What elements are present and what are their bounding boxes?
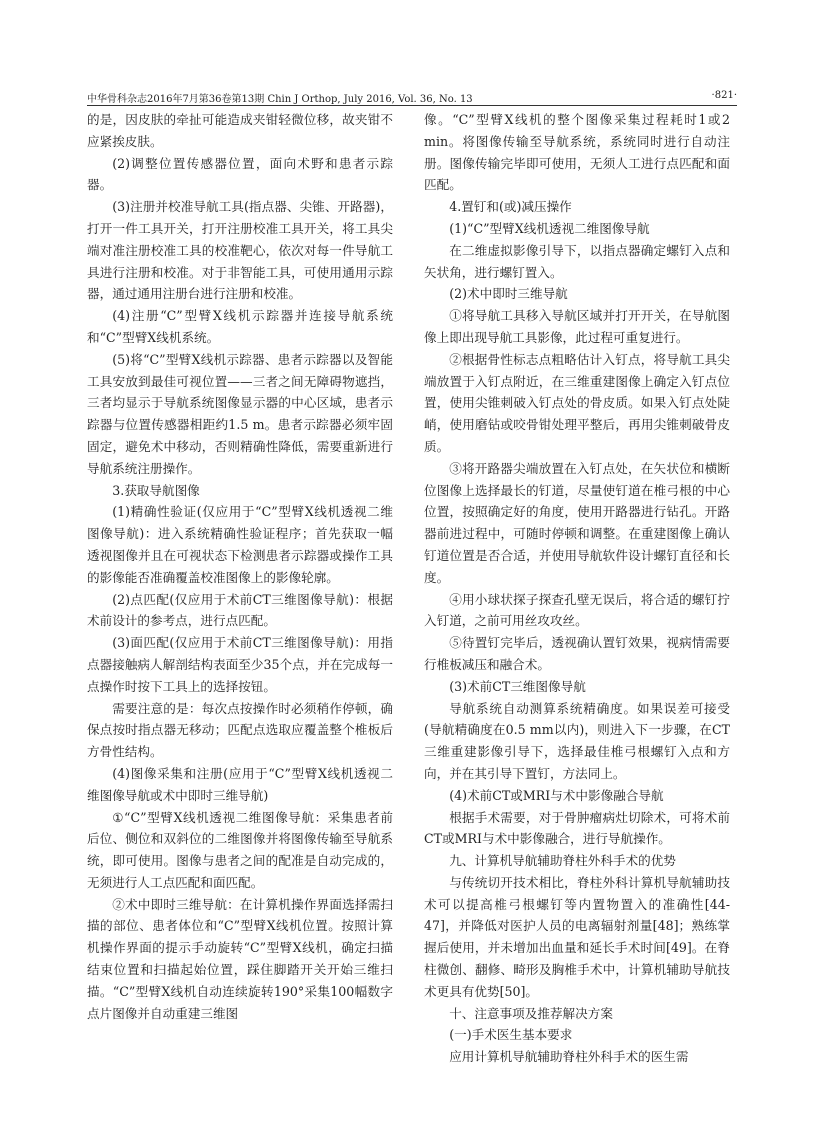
paragraph: 的是，因皮肤的牵扯可能造成夹钳轻微位移，故夹钳不应紧挨皮肤。 — [87, 112, 393, 149]
paragraph: (1)精确性验证(仅应用于“C”型臂X线机透视二维图像导航)：进入系统精确性验证程序；首先获取一幅透视图像并且在可视状态下检测患者示踪器或操作工具的影像能否准确覆盖校准图像上的影像轮廓。 — [87, 504, 393, 585]
paragraph: 像。“C”型臂X线机的整个图像采集过程耗时1或2 min。将图像传输至导航系统，系统同时进行自动注册。图像传输完毕即可使用，无须人工进行点匹配和面匹配。 — [424, 112, 730, 193]
paragraph: 与传统切开技术相比，脊柱外科计算机导航辅助技术可以提高椎弓根螺钉等内置物置入的准确性[44-47]，并降低对医护人员的电离辐射剂量[48]；熟练掌握后使用，并未增加出血量和延长手术时间[49]。在脊柱微创、翻修、畸形及胸椎手术中，计算机辅助导航技术更具有优势[50]。 — [424, 874, 730, 999]
paragraph: ①“C”型臂X线机透视二维图像导航：采集患者前后位、侧位和双斜位的二维图像并将图像传输至导航系统，即可使用。图像与患者之间的配准是自动完成的，无须进行人工点匹配和面匹配。 — [87, 809, 393, 890]
paragraph: ①将导航工具移入导航区域并打开开关，在导航图像上即出现导航工具影像，此过程可重复进行。 — [424, 308, 730, 345]
paragraph: 4.置钉和(或)减压操作 — [449, 199, 572, 215]
paragraph: ④用小球状探子探查孔壁无误后，将合适的螺钉拧入钉道，之前可用丝攻攻丝。 — [424, 591, 730, 629]
paragraph: (2)点匹配(仅应用于术前CT三维图像导航)：根据术前设计的参考点，进行点匹配。 — [87, 591, 393, 629]
right-column — [424, 109, 730, 1068]
paragraph: ③将开路器尖端放置在入钉点处，在矢状位和横断位图像上选择最长的钉道，尽量使钉道在椎弓根的中心位置，按照确定好的角度，使用开路器进行钻孔。开路器前进过程中，可随时停顿和调整。在重建图像上确认钉道位置是否合适，并使用导航软件设计螺钉直径和长度。 — [424, 460, 730, 585]
paragraph: 应用计算机导航辅助脊柱外科手术的医生需 — [449, 1049, 689, 1065]
paragraph: ②根据骨性标志点粗略估计入钉点，将导航工具尖端放置于入钉点附近，在三维重建图像上确定入钉点位置，使用尖锥刺破入钉点处的骨皮质。如果入钉点处陡峭，使用磨钻或咬骨钳处理平整后，再用尖锥刺破骨皮质。 — [424, 351, 730, 454]
paragraph: 需要注意的是：每次点按操作时必须稍作停顿，确保点按时指点器无移动；匹配点选取应覆盖整个椎板后方骨性结构。 — [87, 700, 393, 760]
paragraph: (3)术前CT三维图像导航 — [449, 678, 586, 694]
paragraph: (2)调整位置传感器位置，面向术野和患者示踪器。 — [87, 155, 393, 193]
paragraph: (5)将“C”型臂X线机示踪器、患者示踪器以及智能工具安放到最佳可视位置——三者之间无障碍物遮挡，三者均显示于导航系统图像显示器的中心区域，患者示踪器与位置传感器相距约1.5 m。患者示踪器必须牢固固定，避免术中移动，否则精确性降低，需要重新进行导航系统注册操作。 — [87, 351, 393, 476]
paragraph: (4)注册“C”型臂X线机示踪器并连接导航系统和“C”型臂X线机系统。 — [87, 308, 393, 345]
paragraph: (一)手术医生基本要求 — [449, 1027, 573, 1043]
page-number: ·821· — [711, 90, 737, 101]
paragraph: (4)图像采集和注册(应用于“C”型臂X线机透视二维图像导航或术中即时三维导航) — [87, 765, 393, 803]
paragraph: (1)“C”型臂X线机透视二维图像导航 — [449, 220, 650, 236]
journal-citation: 中华骨科杂志2016年7月第36卷第13期 Chin J Orthop, July 2016, Vol. 36, No. 13 — [87, 94, 473, 105]
paragraph: (4)术前CT或MRI与术中影像融合导航 — [449, 787, 664, 803]
paragraph: 3.获取导航图像 — [112, 482, 200, 498]
running-header — [87, 89, 737, 106]
paragraph: 根据手术需要，对于骨肿瘤病灶切除术，可将术前CT或MRI与术中影像融合，进行导航操作。 — [424, 809, 730, 847]
left-column — [87, 109, 393, 1024]
paragraph: (3)面匹配(仅应用于术前CT三维图像导航)：用指点器接触病人解剖结构表面至少35个点，并在完成每一点操作时按下工具上的选择按钮。 — [87, 635, 393, 694]
paragraph: ⑤待置钉完毕后，透视确认置钉效果，视病情需要行椎板减压和融合术。 — [424, 635, 730, 672]
paragraph: 十、注意事项及推荐解决方案 — [449, 1005, 613, 1021]
paragraph: 在二维虚拟影像引导下，以指点器确定螺钉入点和矢状角，进行螺钉置入。 — [424, 242, 730, 280]
paragraph: ②术中即时三维导航：在计算机操作界面选择需扫描的部位、患者体位和“C”型臂X线机位置。按照计算机操作界面的提示手动旋转“C”型臂X线机，确定扫描结束位置和扫描起始位置，踩住脚踏开关开始三维扫描。“C”型臂X线机自动连续旋转190°采集100幅数字点片图像并自动重建三维图 — [87, 896, 393, 1021]
paragraph: 九、计算机导航辅助脊柱外科手术的优势 — [449, 853, 676, 869]
paragraph: (2)术中即时三维导航 — [449, 286, 568, 302]
paragraph: 导航系统自动测算系统精确度。如果误差可接受(导航精确度在0.5 mm以内)，则进入下一步骤，在CT三维重建影像引导下，选择最佳椎弓根螺钉入点和方向，并在其引导下置钉，方法同上。 — [424, 700, 730, 781]
paragraph: (3)注册并校准导航工具(指点器、尖锥、开路器)，打开一件工具开关，打开注册校准工具开关，将工具尖端对准注册校准工具的校准靶心，依次对每一件导航工具进行注册和校准。对于非智能工具，可使用通用示踪器，通过通用注册台进行注册和校准。 — [87, 199, 393, 302]
